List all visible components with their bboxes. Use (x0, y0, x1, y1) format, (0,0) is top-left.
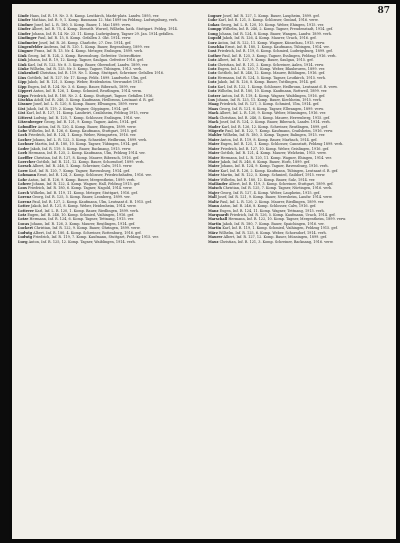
entry-details: Jakob, Inf. R. 246, 6. Komp. Bauer, Horb, 1899. gef. (220, 159, 311, 164)
entry-details: Georg, Inf. R. 124, 2. Komp. Ravensburg. Gefreiter. Unteroffizier. (27, 53, 142, 58)
entry-details: Johann, Inf. R. 124, 8. Komp. Bauer, Wangen, Landw. 1899. verh. (218, 31, 332, 36)
entry-surname: Mahler (208, 133, 222, 138)
entry-surname: Litterst (18, 115, 33, 120)
entry-details: Karl, Inf. L. R. 120, 1. Komp. Bauer, Riedlingen, 1899. verh. (34, 208, 140, 213)
entry-details: Johann, Inf. R. 125, 11. Komp. Bauer, Kirchheim, 1915. verh. (216, 98, 322, 103)
entry-surname: List (18, 106, 26, 111)
entry-surname: Lohmann (18, 173, 37, 178)
entry-surname: Linkenheil (18, 71, 39, 76)
entry-surname: Mauz (208, 239, 219, 244)
entry-surname: Lotz (18, 212, 27, 217)
entry-details: Hans, Inf. R. 19. Nr. 3. 8. Kamp. Leutkirch, Markt-platz. Landw. 1895, ver. (29, 14, 160, 18)
entry-surname: Lischka (18, 98, 33, 103)
entry-surname: Lotter (18, 204, 30, 209)
entry-surname: Maier (208, 151, 220, 156)
entry-details: Karl, Inf. R. 122. Nr. 8. 3. Komp. Bauer, Oberndorf, Landw. 1899, ver. (27, 62, 149, 67)
entry-surname: Lux (208, 98, 215, 103)
entry-details: Karl, Inf. R. 120, 7. Komp. Tagner, Ravensburg, 1914. gef. (28, 168, 130, 173)
entry-details: Wilhelm, Inf. R. 180, 3. Komp. Tagner, Balingen, 1915. ver. (222, 133, 326, 138)
entry-surname: Maag (208, 102, 219, 107)
entry-surname: Lutz (208, 75, 217, 80)
entry-surname: Maier (208, 146, 220, 151)
entry-details: Josef, Inf. R. 26. Komp. Charlotte, 27. Dez. 1914, gef. (38, 40, 132, 45)
entry-surname: Litzenberger (18, 120, 43, 125)
entry-surname: Locher (18, 137, 32, 142)
entry-surname: Maier (208, 155, 220, 160)
entry-details: Eugen, Inf. R. 125, 1. Komp. Schlosser, Cannstatt, Feldzug 1899. verh. (220, 142, 344, 147)
entry-surname: List (18, 111, 26, 116)
entry-surname: Loercher (18, 159, 36, 164)
entry-details: Johann, Inf. R. 126, 3. Komp. Maurer, Reutlingen, 1914. gef. (30, 221, 136, 226)
entry-surname: Luschka (208, 44, 225, 49)
entry-details: Karl, Inf. R. 119, 1. Komp. Schmied, Vaihingen, Feldzug 1915. gef. (222, 226, 338, 231)
entry-surname: Mägerle (208, 128, 224, 133)
entry-surname: Lippert (18, 89, 33, 94)
entry-surname: Linder (18, 18, 31, 23)
entry-details: Christian, Inf. R. 121, 3. Komp. Schreiner, Backnang, 1916. verw. (219, 239, 334, 244)
entry-surname: Marquardt (208, 212, 229, 217)
entry-details: Paul, Inf. R. 122, 7. Komp. Kaufmann, Crailsheim, 1916. verw. (225, 128, 334, 133)
entry-details: Ernst, Inf. R. 124, 3. Komp. Schlosser, Friedrichshafen, 1916. ver. (37, 173, 152, 178)
entry-surname: Lobe (18, 128, 28, 133)
entry-details: Christian, Inf. R. 127, 8. Komp. Maurer, Biberach, 1916. gef. (33, 155, 140, 160)
entry-details: Paul, Inf. R. 127, 2. Komp. Kaufmann, Ulm, Leutnant d. R. 1915. gef. (32, 199, 152, 204)
entry-details: Hermann, Inf. R. 124, 6. Komp. Tagner, Tettnang, 1915. ver. (29, 217, 135, 222)
entry-surname: Lutz (208, 84, 217, 89)
entry-surname: Mack (208, 115, 219, 120)
entry-surname: Lorenz (18, 199, 32, 204)
entry-details: Wilhelm, Inf. R. 119, 11. Komp. Metzger, Stuttgart, 1916. gef. (30, 190, 138, 195)
entry-surname: Lutz (208, 80, 217, 85)
entry-surname: Linde (18, 14, 29, 18)
entry-surname: Lugner (208, 14, 222, 18)
entry-surname: Maisch (208, 186, 222, 191)
entry-details: Christian, Inf. R. 125, 7. Komp. Tagner, Nürtingen, 1916. verh. (222, 186, 333, 191)
entry-surname: Martin (208, 226, 222, 231)
entry-surname: Link (18, 62, 27, 67)
entry-details: Jakob, Inf. R. 119, 2. Komp. Wagner, Göppingen, 1914. gef. (26, 106, 130, 111)
entry-surname: Lorch (18, 190, 30, 195)
entry-surname: Lingner (18, 49, 34, 54)
entry-details: Paul, Inf. L. R. 120, 2. Komp. Maurer, Riedlingen, 1899. ver. (219, 199, 325, 204)
entry-details: Ernst, Inf. R. 180, 1. Komp. Kaufmann, Tübingen, 1914. ver. (225, 44, 330, 49)
register-entry (208, 240, 391, 244)
entry-surname: Lorenz (18, 195, 32, 200)
entry-details: Jakob, Inf. R. 126, 8. Komp. Bauer, Tuttlingen, 1914. gef. (217, 80, 317, 85)
entry-surname: Lingenfelder (18, 44, 43, 49)
entry-details: Johann, Inf. R. 124, 9. Komp. Tagner, Ravensburg, 1916. verh. (220, 164, 329, 169)
entry-surname: Maier (208, 142, 220, 147)
entry-surname: Lutz (208, 67, 217, 72)
entry-details: Gottlieb, Inf. R. 127. Nr. 17. Komp. Feldz. 1899. Landwehr. Ulm, gef. (27, 75, 147, 80)
entry-details: Eugen, Inf. R. 246, 10. Komp. Schmied, Vaihingen, 1916. gef. (27, 212, 135, 217)
entry-details: Georg, Inf. R. 125, 5. Komp. Bauer, Leonberg, 1899. ver. (32, 195, 131, 200)
entry-details: Karl, Inf. R. 122, 1. Komp. Schlosser, Heilbronn, Leutnant d. R. verw. (217, 84, 338, 89)
entry-surname: Lohr (18, 177, 28, 182)
entry-surname: Link (18, 58, 27, 63)
entry-surname: Lutz (208, 58, 217, 63)
entry-surname: Lobmiller (18, 124, 37, 129)
entry-details: Mathias, Inf. R. 9, 1. Komp. Baumann 12. Mai 1899 im Feldzug. Ludwigsburg, verh. (31, 18, 178, 23)
entry-details: Wilhelm, Inf. R. 180, 12. Komp. Bauer, Sulz, 1914. ver. (220, 177, 316, 182)
entry-details: Friedrich, Inf. R. 126, 5. Komp. Kaufmann, Urach, 1914. gef. (229, 212, 336, 217)
entry-details: Josef, Inf. R. 124, 2. Komp. Bauer, Biberach, Landw. 1914. verh. (219, 120, 331, 125)
entry-surname: Mann (208, 204, 220, 209)
entry-surname: Maier (208, 159, 220, 164)
entry-surname: Lukas (208, 22, 220, 27)
entry-surname: Lutz (208, 89, 217, 94)
entry-surname: Linder (18, 31, 31, 36)
entry-details: Friedrich, Inf. R. 180. Nr. 2. 4. Komp. Stuttgart, Tagner. Gefallen 1916. (29, 93, 154, 98)
entry-details: Friedrich, Inf. R. 124, 1. Komp. Weber, Weingarten, 1916. ver. (28, 133, 137, 138)
entry-details: Josef, Inf. L. R. 120, 8. Komp. Bauer, Ellwangen, 1899. verw. (33, 102, 139, 107)
entry-surname: Lung (208, 31, 218, 36)
entry-details: Gottlob, Inf. R. 121, 12. Komp. Bauer, Schorndorf, 1899. verh. (36, 159, 145, 164)
entry-details: Karl, Inf. R. 121, 5. Komp. Schlosser, Gmünd, 1916. verw. (218, 18, 319, 23)
entry-surname: Lissner (18, 102, 33, 107)
entry-surname: Maurer (208, 235, 223, 240)
entry-details: Albert, Inf. R. 127, 12. Komp. Bauer, Münsingen, 1899. gef. (223, 235, 327, 240)
entry-surname: Lipp (18, 80, 27, 85)
entry-details: Hermann, Inf. L. R. 120, 11. Komp. Wagner, Ehingen, 1914. ver. (220, 155, 332, 160)
entry-details: Jakob, Inf. R. 121, 8. Komp. Weber, Heidenheim, 1914. verw. (30, 204, 137, 209)
entry-surname: Luther (208, 53, 222, 58)
entry-surname: Ludwig (18, 235, 32, 240)
entry-details: Gottlob, Inf. R. 121, 4. Komp. Maurer, Welzheim, 1915. verw. (220, 151, 327, 156)
entry-details: Albert, Inf. R. 180, 4. Komp. Schreiner, Rottenburg, 1916. gef. (33, 230, 142, 235)
entry-surname: Lohrer (18, 182, 32, 187)
entry-surname: Lochner (18, 142, 34, 147)
entry-details: Albert, Inf. L. R. 120, 9. Komp. Weber, Münsingen, 1916. ver. (219, 111, 326, 116)
entry-details: Josef, Inf. R. 121, 9. Komp. Bauer, Neresheim, Landw. 1914. verw. (217, 195, 333, 200)
entry-surname: Lindner (18, 22, 34, 27)
entry-surname: Manz (208, 208, 219, 213)
entry-surname: Maier (208, 173, 220, 178)
entry-details: Wilhelm, Inf. R. 126, 6. Komp. Kaufmann, Stuttgart, 1915. gef. (28, 128, 138, 133)
entry-surname: Lotterer (18, 208, 34, 213)
entry-details: Karl, Inf. R. 127, 11. Komp. Landwirt, Crailsheim, Feldzug 1915, verw. (26, 111, 150, 116)
entry-surname: Lueg (18, 239, 28, 244)
entry-surname: Luhr (208, 18, 218, 23)
entry-surname: Maier (208, 177, 220, 182)
entry-details: Albert, Inf. R. 246, 1. Komp. Schreiner, Calw, 1915. verw. (32, 164, 133, 169)
entry-details: Wilhelm, Inf. R. 125, 6. Komp. Weber, Schorndorf, 1914. verh. (218, 230, 327, 235)
entry-surname: Luckert (18, 226, 33, 231)
entry-surname: Mailänder (208, 182, 228, 187)
entry-details: Anton, Inf. R. 125, 12. Komp. Tagner, Waiblingen, 1914. verh. (28, 239, 136, 244)
entry-details: Ludwig, Inf. R. 125, 7. Komp. Schlosser, Esslingen, 1916. ver. (33, 115, 141, 120)
entry-details: Wilhelm, Inf. R. 246, 2. Komp. Tagner, Freudenstadt, 1914. gef. (222, 27, 333, 32)
right-column (208, 14, 391, 534)
entry-details: Albert, Inf. R. 127, 9. Komp. Bauer, Saulgau, 1915. gef. (217, 58, 314, 63)
entry-details: Anton, Inf. R. 126, 1. Komp. Schmied, Reutlingen, 1914. verm. (33, 89, 143, 94)
entry-surname: Lins (18, 75, 27, 80)
entry-details: Christian, Inf. R. 121, 2. Komp. Schreiner, Aalen, 1914. verw. (217, 62, 325, 67)
entry-details: Jakob, Inf. R. 180, 7. Komp. Bauer, Spaichingen, 1916. ver. (222, 221, 325, 226)
entry-surname: Ludwig (18, 230, 32, 235)
entry-details: Eugen, Inf. L. R. 120, 7. Komp. Weber, Blaubeuren, 1899. ver. (217, 67, 326, 72)
entry-surname: März (208, 230, 218, 235)
entry-details: Paul, Inf. R. 15, 8. Komp. Gefallen 3. Okt. 1914. verw. (37, 36, 132, 41)
entry-surname: Lurz (208, 40, 217, 45)
register-entry (18, 240, 201, 244)
entry-details: Jakob, Inf. R. 119, 5. Komp. Bauer, Backnang, 1915. verw. (30, 146, 132, 151)
entry-surname: Linke (18, 67, 29, 72)
entry-surname: Maier (208, 168, 220, 173)
entry-details: Johann, Inf. R. 14. Nr. 23. 11. Komp. Ludwigsburg, Tagner 29. Jan. 1914 gefallen. (31, 31, 174, 36)
entry-surname: Loeb (18, 151, 28, 156)
entry-details: Anton, Inf. R. 246, 8. Komp. Schlosser, Calw, 1916. gef. (220, 204, 317, 209)
entry-details: Anton, Inf. R. 119, 4. Komp. Wagner, Waiblingen, 1916. gef. (221, 93, 326, 98)
entry-details: Martin, Inf. R. 180, 10. Komp. Tagner, Tübingen, 1914. gef. (34, 142, 139, 147)
entry-details: Josef, Inf. R. 127, 1. Komp. Bauer, Laupheim, 1899. gef. (222, 14, 320, 18)
entry-details: Anton, Inf. R. 126, 9. Komp. Bauer, Mergentheim, 1899. verh. (28, 177, 136, 182)
entry-details: Christian, Inf. R. 246, 5. Komp. Maurer, Herrenberg, 1915. gef. (219, 115, 331, 120)
document-page (12, 4, 396, 539)
entry-details: Albert, Inf. R. 119, 3. Komp. Schreiner, Stuttgart, 1899. gef. (228, 182, 334, 187)
entry-details: Georg, Inf. L. R. 120, 10. Komp. Weber, Ehingen, 1915. ver. (220, 22, 324, 27)
entry-details: Paul, Inf. R. 125, 3. Komp. Tagner, Esslingen, Feldzug 1916. verh. (222, 53, 337, 58)
entry-details: Karl, Inf. R. 126, 12. Komp. Schreiner, Reutlingen, 1899. gef. (221, 124, 328, 129)
entry-details: Andreas, Inf. R. 120. 1. Komp. Bauer, Regensburg, 1899. ver. (43, 44, 151, 49)
entry-details: Johann, Inf. L. R. 122, 3. Komp. Schneider, Heilbronn, 1899. verh. (32, 137, 148, 142)
entry-details: Anton, Inf. R. 119, 8. Komp. Bauer, Marbach, 1914. gef. (220, 137, 318, 142)
entry-details: Georg, Inf. R. 127, 4. Komp. Weber, Laupheim, 1915. gef. (220, 190, 321, 195)
entry-details: Hermann, Inf. R. 122, 10. Komp. Tagner, Mergentheim, 1899. verw. (228, 217, 347, 222)
entry-details: Friedrich, Inf. R. 119, 6. Komp. Schmied, Ludwigsburg, 1899. gef. (217, 49, 333, 54)
entry-surname: Lindinger (18, 36, 37, 41)
entry-details: Johann, Inf. R. 19, 12. Komp. Tagner, Saulgau. Gefreiter 1916. gef. (27, 58, 144, 63)
entry-surname: Link (18, 53, 27, 58)
entry-details: Jakob, Inf. R. 126, 4. Komp. Maurer, Urach, 1916. gef. (222, 36, 317, 41)
entry-surname: Lotze (18, 217, 29, 222)
left-column (18, 14, 201, 534)
entry-details: Eugen, Inf. R. 124, 11. Komp. Wagner, Tettnang, 1915. verh. (219, 208, 325, 213)
entry-surname: Mack (208, 120, 219, 125)
entry-surname: Lupold (208, 36, 222, 41)
entry-surname: Linder (18, 27, 31, 32)
entry-surname: Loch (18, 133, 28, 138)
entry-details: Gottlieb, Inf. R. 246, 12. Komp. Maurer, Böblingen, 1916. gef. (217, 71, 326, 76)
entry-details: Hermann, Inf. R. 125, 2. Komp. Kaufmann, Ulm, Feldzug 1914. ver. (28, 151, 146, 156)
entry-details: Anton, Inf. R. 120, 4. Komp. Bauer, Ehingen, 1899. verw. (37, 124, 137, 129)
entry-surname: Martin (208, 221, 222, 226)
entry-surname: Lipps (18, 93, 29, 98)
entry-details: Georg, Inf. R. 121, 6. Komp. Tagner, Ellwangen, 1899. verw. (219, 106, 324, 111)
entry-surname: Marschall (208, 217, 228, 222)
entry-surname: Loder (18, 146, 30, 151)
entry-surname: Lindmeier (18, 40, 38, 45)
entry-surname: Lutzer (208, 93, 221, 98)
entry-details: Albert, Inf. R. 75, 4. Komp. Dienstlt. Wurzel, Wilhelm. kath. Stuttgart. Feldzg. 1914. (31, 27, 178, 32)
entry-details: Eugen, Inf. R. 124. Nr. 3. 6. Komp. Bauer, Biberach, 1899, ver. (27, 84, 137, 89)
entry-details: Wilhelm, Inf. R. 180, 10. Komp. Kaufmann, Rottweil, 1899. ver. (217, 89, 328, 94)
entry-details: Georg, Inf. R. 121, 9. Komp. Tagner, Aalen, 1914. gef. (43, 120, 138, 125)
entry-surname: Lutz (208, 62, 217, 67)
entry-surname: Maas (208, 106, 219, 111)
entry-surname: Maltz (208, 199, 219, 204)
entry-surname: Lust (208, 49, 217, 54)
entry-details: Karl, Inf. R. 126, 2. Komp. Kaufmann, Tübingen, Leutnant d. R. gef. (220, 168, 339, 173)
entry-surname: Mall (208, 195, 217, 200)
entry-surname: Loos (18, 186, 27, 191)
entry-surname: Loeffler (18, 155, 33, 160)
entry-surname: Loesch (18, 164, 32, 169)
entry-surname: Mader (208, 124, 221, 129)
entry-details: Friedrich, Inf. R. 127, 3. Komp. Schmied, Ulm, 1914. gef. (219, 102, 320, 107)
entry-surname: Majer (208, 190, 220, 195)
entry-surname: Lucas (18, 221, 30, 226)
entry-details: Christian, Inf. R. 122, 9. Komp. Bauer, Öhringen, 1899. verw. (34, 226, 141, 231)
entry-surname: Maier (208, 137, 220, 142)
entry-details: Hermann, Inf. R. 124, 5. Komp. Tagner, Leutkirch, 1915. verh. (217, 75, 327, 80)
entry-details: Friedrich, Inf. R. 127, 10. Komp. Weber, Geislingen, 1916. gef. (220, 146, 330, 151)
entry-details: Christian, Inf. R. 119. Nr. 1. Komp. Stuttgart, Schreiner. Gefallen 1916. (39, 71, 165, 76)
entry-details: Franz, Inf. R. 13. Nr. 4. Komp. Metzger, Esslingen, 1899. verh. (34, 49, 144, 54)
entry-details: Martin, Inf. R. 122, 5. Komp. Schmied, Gaildorf, 1915. verw. (220, 173, 326, 178)
entry-details: Jakob, Inf. R. 121, 5. Komp. Weber, Heidenheim. Verwundet 1915. (27, 80, 143, 85)
entry-surname: Mack (208, 111, 219, 116)
entry-surname: Maier (208, 164, 220, 169)
page-number: 87 (377, 6, 390, 16)
entry-details: Wilhelm, Inf. R. 125. Nr. 5. Komp. Tagner, Tübingen, 1913. verh. (29, 67, 143, 72)
entry-details: Josef, Inf. L. R. 180, 5. Komp. Bauer, 1. Mai 1899. verw. (34, 22, 131, 27)
entry-details: Anton, Inf. R. 122, 11. Komp. Wagner, Künzelsau, 1915. verw. (217, 40, 325, 45)
entry-surname: Lutz (208, 71, 217, 76)
entry-surname: Loew (18, 168, 28, 173)
entry-surname: Lumpp (208, 27, 222, 32)
entry-details: Friedrich, Inf. R. 180, 6. Komp. Tagner, Nagold, 1914. verw. (28, 186, 133, 191)
entry-surname: Lipp (18, 84, 27, 89)
entry-details: Adolf, Inf. R. 246, 3. Komp. Kaufmann, Heilbronn, Leutnant d. R. gef. (33, 98, 155, 103)
entry-details: Johann, Inf. R. 122, 4. Komp. Wagner, Hall, Feldzug 1915. gef. (32, 182, 141, 187)
entry-details: Friedrich, Inf. R. 119, 7. Komp. Kaufmann, Stuttgart, Feldzug 1915. ver. (33, 235, 159, 240)
